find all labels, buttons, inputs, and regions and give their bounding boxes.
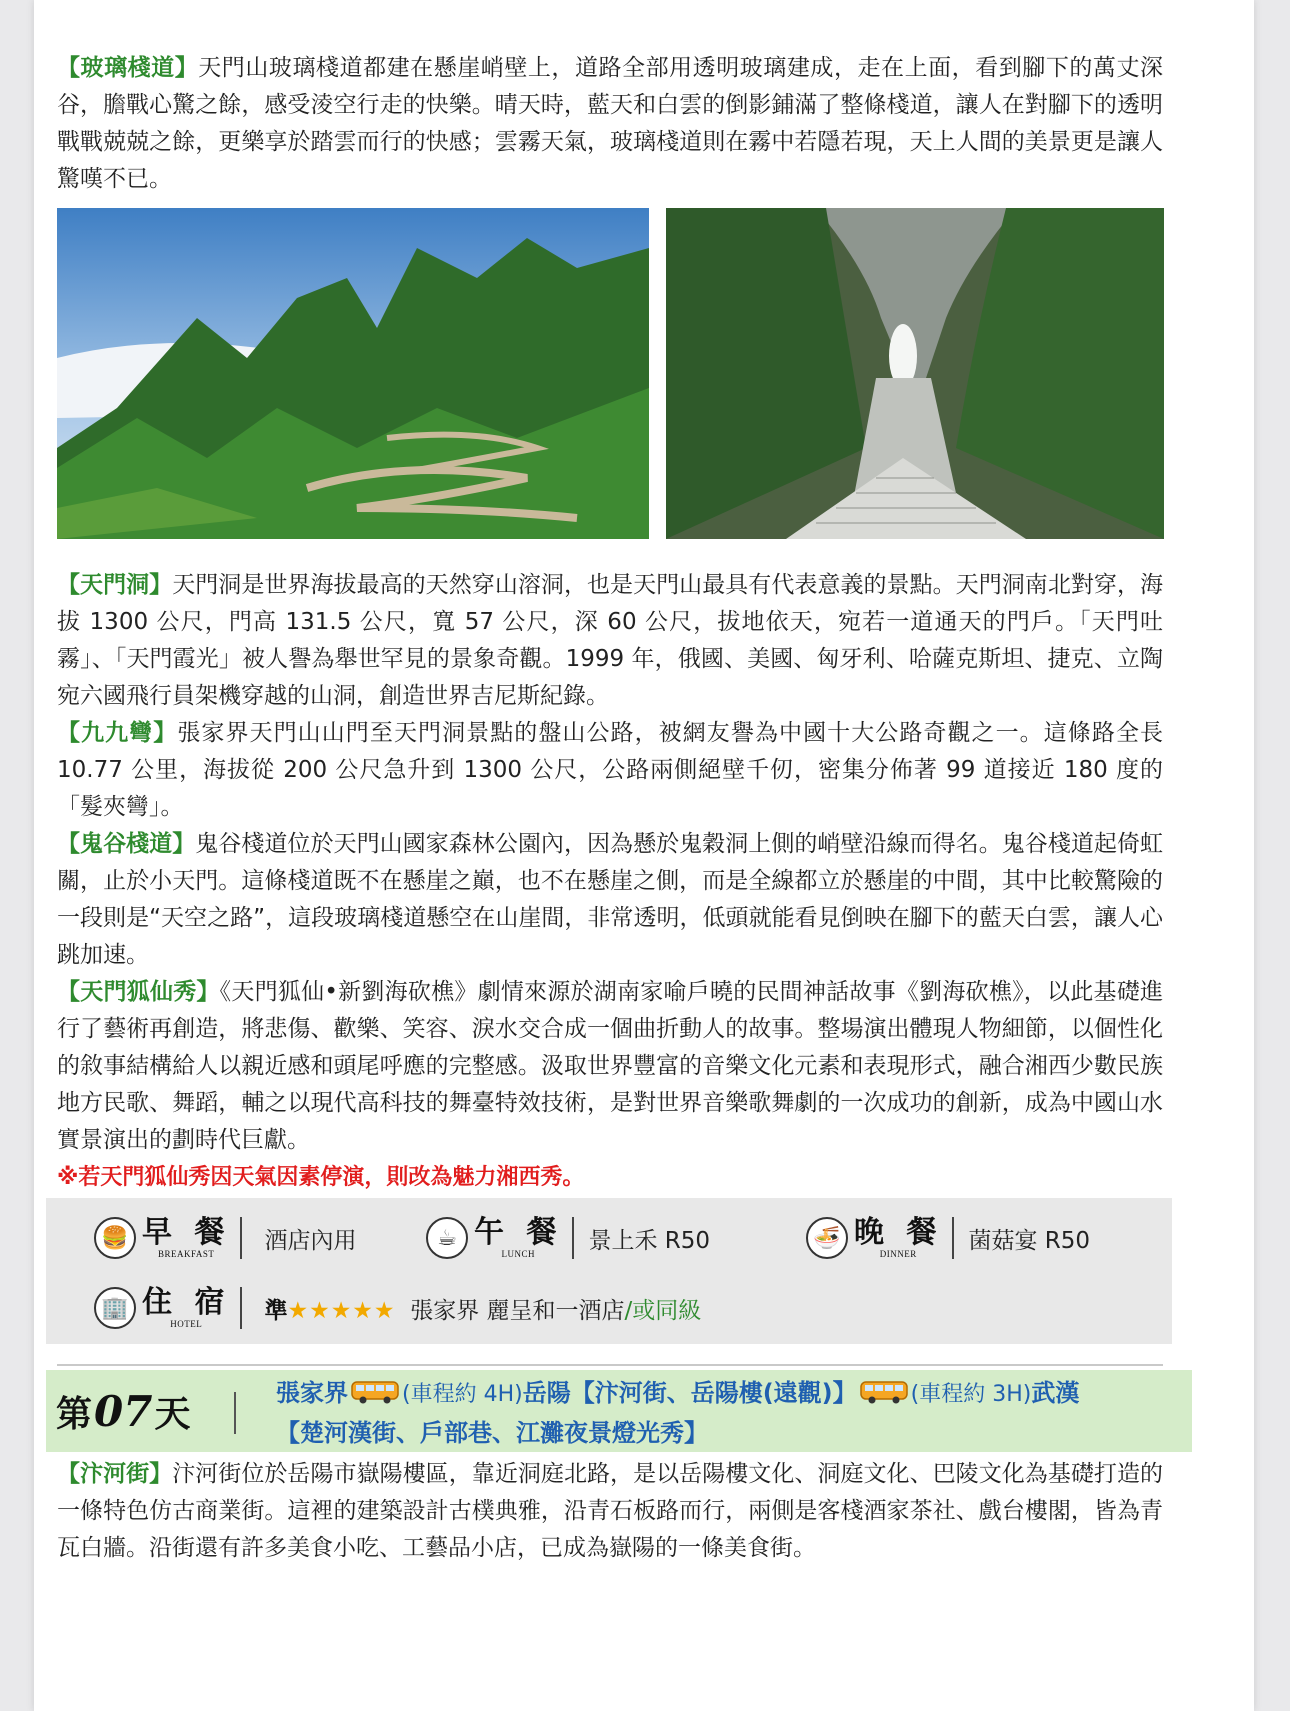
section-text: 天門洞是世界海拔最高的天然穿山溶洞，也是天門山最具有代表意義的景點。天門洞南北對穿，海拔 1300 公尺，門高 131.5 公尺，寬 57 公尺，深 60 公尺，拔地依天，宛若一道通天的門戶。「天門吐霧」、「天門霞光」被人譽為舉世罕見的景象奇觀。1999 年，俄國、美國、匈牙利、哈薩克斯坦、捷克、立陶宛六國飛行員架機穿越的山洞，創造世界吉尼斯紀錄。 <box>57 572 1164 709</box>
section-text: 《天門狐仙•新劉海砍樵》劇情來源於湖南家喻戶曉的民間神話故事《劉海砍樵》，以此基礎進行了藝術再創造，將悲傷、歡樂、笑容、淚水交合成一個曲折動人的故事。整場演出體現人物細節，以個性化的敘事結構給人以親近感和頭尾呼應的完整感。汲取世界豐富的音樂文化元素和表現形式，融合湘西少數民族地方民歌、舞蹈，輔之以現代高科技的舞臺特效技術，是對世界音樂歌舞劇的一次成功的創新，成為中國山水實景演出的劃時代巨獻。 <box>57 979 1163 1153</box>
meal-label-zh: 晚 餐 <box>854 1215 943 1250</box>
bus-icon <box>860 1378 908 1404</box>
section-bian <box>57 1456 1163 1567</box>
section-title: 【鬼谷棧道】 <box>57 831 196 857</box>
breakfast-row <box>94 1208 356 1268</box>
section-divider <box>57 1364 1163 1366</box>
star-prefix: 準 <box>264 1297 288 1324</box>
section-text: 鬼谷棧道位於天門山國家森林公園內，因為懸於鬼穀洞上側的峭壁沿線而得名。鬼谷棧道起倚虹關，止於小天門。這條棧道既不在懸崖之巔，也不在懸崖之側，而是全線都立於懸崖的中間，其中比較驚險的一段則是“天空之路”，這段玻璃棧道懸空在山崖間，非常透明，低頭就能看見倒映在腳下的藍天白雲，讓人心跳加速。 <box>57 831 1164 968</box>
meal-label-zh: 午 餐 <box>474 1215 563 1250</box>
section-title: 【九九彎】 <box>57 720 178 746</box>
weather-notice: ※若天門狐仙秀因天氣因素停演，則改為魅力湘西秀。 <box>57 1165 585 1190</box>
divider <box>952 1217 954 1259</box>
section-title: 【玻璃棧道】 <box>57 55 199 81</box>
section-group <box>57 567 1163 1196</box>
meal-label-en: BREAKFAST <box>158 1249 215 1259</box>
breakfast-value: 酒店內用 <box>264 1227 357 1254</box>
dinner-value: 菌菇宴 R50 <box>968 1227 1091 1254</box>
bus-icon <box>351 1378 399 1404</box>
meal-label-en: HOTEL <box>170 1319 203 1329</box>
meal-label-zh: 住 宿 <box>142 1285 231 1320</box>
star-rating: ★★★★★ <box>287 1297 396 1324</box>
section-glass <box>57 50 1163 198</box>
dinner-row <box>806 1208 1090 1268</box>
section-text: 天門山玻璃棧道都建在懸崖峭壁上，道路全部用透明玻璃建成，走在上面，看到腳下的萬丈深谷，膽戰心驚之餘，感受淩空行走的快樂。晴天時，藍天和白雲的倒影鋪滿了整條棧道，讓人在對腳下的透明戰戰兢兢之餘，更樂享於踏雲而行的快感；雲霧天氣，玻璃棧道則在霧中若隱若現，天上人間的美景更是讓人驚嘆不已。 <box>57 55 1164 192</box>
section-text: 張家界天門山山門至天門洞景點的盤山公路，被網友譽為中國十大公路奇觀之一。這條路全長 10.77 公里，海拔從 200 公尺急升到 1300 公尺，公路兩側絕壁千仞，密集分佈著 99 道接近 180 度的「髮夾彎」。 <box>57 720 1164 820</box>
meal-label-en: LUNCH <box>501 1249 535 1259</box>
building-icon: 🏢 <box>94 1287 136 1329</box>
winding-road-photo <box>57 208 649 539</box>
bowl-icon: 🍜 <box>806 1217 848 1259</box>
divider <box>240 1287 242 1329</box>
meals-panel <box>46 1198 1172 1344</box>
cup-icon: ☕ <box>426 1217 468 1259</box>
divider <box>240 1217 242 1259</box>
hotel-alternative: /或同級 <box>624 1297 702 1324</box>
meal-label-zh: 早 餐 <box>142 1215 231 1250</box>
day-number: 第 07 天 <box>56 1387 191 1436</box>
lunch-row <box>426 1208 710 1268</box>
tianmen-cave-photo <box>666 208 1164 539</box>
section-cave <box>57 567 1163 715</box>
section-title: 【汴河街】 <box>57 1461 173 1487</box>
day-route: 張家界 (車程約 4H)岳陽【汴河街、岳陽樓(遠觀)】 (車程約 3H)武漢 【楚河漢街、戶部巷、江灘夜景燈光秀】 <box>276 1379 1080 1447</box>
meal-label-en: DINNER <box>879 1249 917 1259</box>
divider <box>572 1217 574 1259</box>
section-title: 【天門狐仙秀】 <box>57 979 220 1005</box>
hotel-name: 張家界 麗呈和一酒店 <box>410 1297 625 1324</box>
section-fox <box>57 974 1163 1159</box>
hotel-row <box>94 1278 701 1338</box>
lunch-value: 景上禾 R50 <box>588 1227 711 1254</box>
divider <box>234 1392 236 1434</box>
section-ghost <box>57 826 1163 974</box>
section-title: 【天門洞】 <box>57 572 173 598</box>
section-text: 汴河街位於岳陽市嶽陽樓區，靠近洞庭北路，是以岳陽樓文化、洞庭文化、巴陵文化為基礎打造的一條特色仿古商業街。這裡的建築設計古樸典雅，沿青石板路而行，兩側是客棧酒家茶社、戲台樓閣，皆為青瓦白牆。沿街還有許多美食小吃、工藝品小店，已成為嶽陽的一條美食街。 <box>57 1461 1164 1561</box>
burger-icon: 🍔 <box>94 1217 136 1259</box>
section-bends <box>57 715 1163 826</box>
